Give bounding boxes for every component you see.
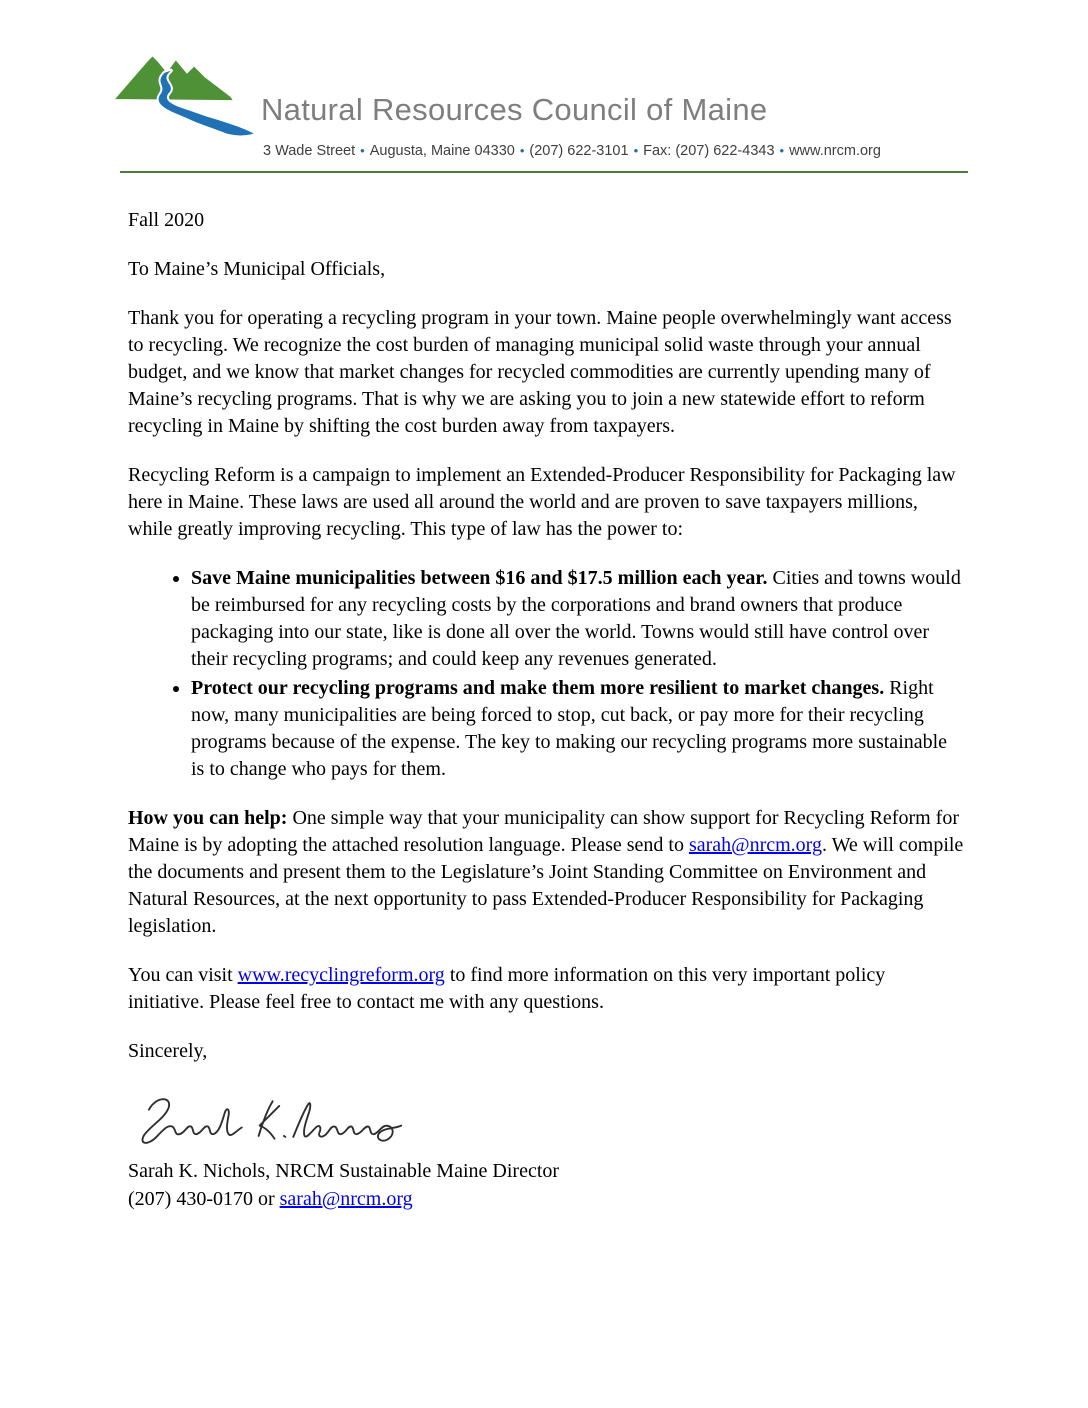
address-part: Augusta, Maine 04330 (369, 143, 515, 159)
signature-name-title: Sarah K. Nichols, NRCM Sustainable Maine Director (128, 1160, 560, 1182)
bullet-item-lead: Save Maine municipalities between $16 and $17.5 million each year. (191, 567, 768, 589)
bullet-item (191, 565, 964, 673)
address-part: Fax: (207) 622-4343 (643, 143, 775, 159)
bullet-item-text: Right now, many municipalities are being forced to stop, cut back, or pay more for their recycling programs because of the expense. The key to making our recycling programs more sustainable is to change who pays for them. (191, 677, 948, 780)
benefits-bullet-list (128, 565, 964, 783)
email-link[interactable]: sarah@nrcm.org (688, 834, 822, 856)
letter-body (128, 207, 964, 1213)
website-link[interactable]: www.recyclingreform.org (237, 964, 445, 986)
paragraph-how-to-help (128, 805, 964, 940)
bullet-separator-icon: • (360, 143, 365, 158)
nrcm-logo-icon (112, 48, 264, 140)
closing: Sincerely, (128, 1040, 208, 1062)
signature-contact-line (128, 1185, 964, 1213)
address-part: 3 Wade Street (263, 143, 356, 159)
help-text-after-link: . We will compile the documents and present them to the Legislature’s Joint Standing Committee on Environment and Natural Resources, at the next opportunity to pass Extended-Producer Responsibility for Packaging legislation. (128, 834, 964, 937)
handwritten-signature-image (132, 1087, 404, 1153)
paragraph-visit-website (128, 962, 964, 1016)
header-address-line (263, 143, 881, 159)
date-line: Fall 2020 (128, 209, 205, 231)
paragraph-recycling-reform: Recycling Reform is a campaign to implement an Extended-Producer Responsibility for Packaging law here in Maine. These laws are used all around the world and are proven to save taxpayers millions, while greatly improving recycling. This type of law has the power to: (128, 464, 956, 540)
address-part: www.nrcm.org (789, 143, 881, 159)
header-divider (120, 171, 968, 173)
visit-text-before-link: You can visit (128, 964, 238, 986)
bullet-item (191, 675, 964, 783)
signature-email-link[interactable]: sarah@nrcm.org (279, 1188, 413, 1210)
mountains-shape (115, 57, 233, 101)
bullet-separator-icon: • (633, 143, 639, 158)
visit-text-after-link: to find more information on this very important policy initiative. Please feel free to contact me with any questions. (128, 964, 886, 1013)
bullet-item-lead: Protect our recycling programs and make them more resilient to market changes. (191, 677, 885, 699)
bullet-separator-icon: • (779, 143, 785, 158)
bullet-item-text: Cities and towns would be reimbursed for any recycling costs by the corporations and brand owners that produce packaging into our state, like is done all over the world. Towns would still have control over their recycling programs; and could keep any revenues generated. (191, 567, 961, 670)
org-name: Natural Resources Council of Maine (261, 92, 768, 127)
bullet-separator-icon: • (519, 143, 525, 158)
help-label: How you can help: (128, 807, 288, 829)
paragraph-thank-you: Thank you for operating a recycling program in your town. Maine people overwhelmingly want access to recycling. We recognize the cost burden of managing municipal solid waste through your annual budget, and we know that market changes for recycled commodities are currently upending many of Maine’s recycling programs. That is why we are asking you to join a new statewide effort to reform recycling in Maine by shifting the cost burden away from taxpayers. (128, 307, 952, 437)
salutation: To Maine’s Municipal Officials, (128, 258, 386, 280)
phone-text: (207) 430-0170 or (128, 1188, 280, 1210)
help-text-before-link: One simple way that your municipality can show support for Recycling Reform for Maine is by adopting the attached resolution language. Please send to (128, 807, 959, 856)
address-part: (207) 622-3101 (529, 143, 629, 159)
